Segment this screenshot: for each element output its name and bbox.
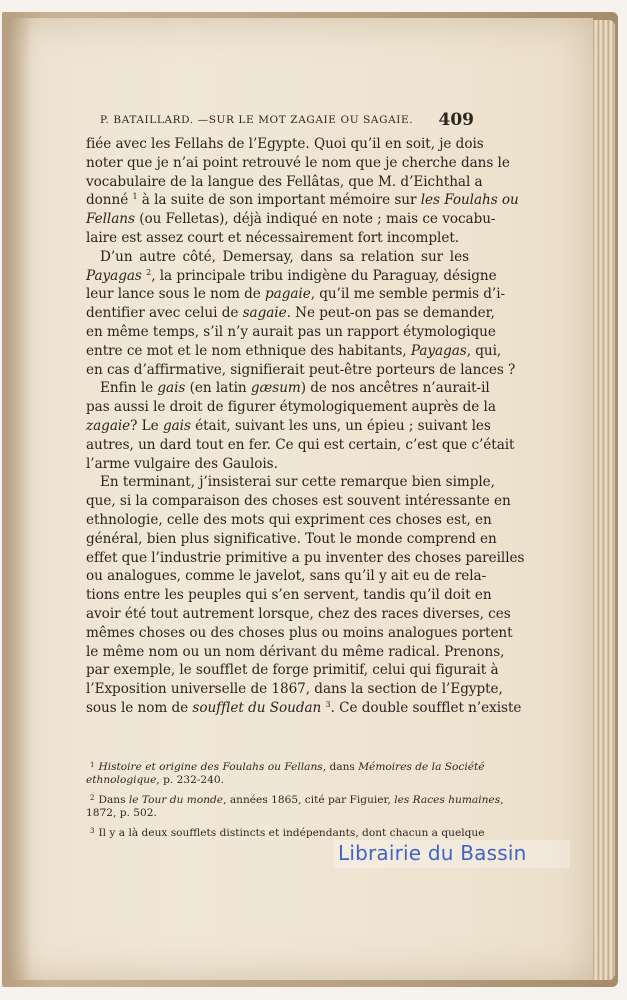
text-run: , p. 232-240. (156, 774, 225, 786)
footnote-line (86, 773, 474, 788)
footnote (86, 791, 504, 821)
text-run: effet que l’industrie primitive a pu inventer des choses pareilles (86, 549, 525, 566)
italic-text: le Tour du monde (128, 794, 224, 806)
text-run: , dans (322, 761, 359, 773)
body-text (86, 135, 525, 718)
text-run: 1872, p. 502. (86, 807, 157, 819)
text-run: . Ne peut-on pas se demander, (286, 305, 495, 322)
italic-text: Payagas (410, 342, 467, 359)
paragraph (86, 248, 516, 380)
text-line (86, 661, 499, 680)
text-run: entre ce mot et le nom ethnique des habitants, (86, 342, 411, 359)
text-line (86, 229, 469, 248)
text-run: , qu’il me semble permis d’i- (310, 286, 506, 303)
text-run: par exemple, le soufflet de forge primitif, celui qui figurait à (86, 662, 499, 679)
text-run: général, bien plus significative. Tout le monde comprend en (86, 530, 497, 547)
italic-text: les Races humaines (394, 794, 501, 806)
italic-text: soufflet du Soudan (192, 699, 322, 716)
text-line (86, 549, 525, 568)
text-run: à la suite de son important mémoire sur (137, 192, 421, 209)
text-line (86, 624, 513, 643)
italic-text: Payagas (86, 267, 142, 284)
text-run: ? Le (130, 417, 163, 434)
italic-text: gais (157, 380, 186, 397)
text-line (86, 605, 511, 624)
italic-text: les Foulahs ou (420, 192, 519, 209)
footnote-line (86, 791, 504, 806)
text-run: était, suivant les uns, un épieu ; suivant les (190, 417, 491, 434)
italic-text: Mémoires de la Société (358, 761, 485, 773)
page-header (78, 110, 474, 130)
text-line (86, 699, 522, 718)
watermark: Librairie du Bassin (338, 841, 527, 865)
text-run: avoir été tout autrement lorsque, chez des races diverses, ces (86, 605, 511, 622)
text-line (86, 285, 506, 304)
text-line (86, 586, 492, 605)
text-run: , qui, (466, 342, 502, 359)
text-run: ou analogues, comme le javelot, sans qu’il y ait eu de rela- (86, 568, 487, 585)
text-line (86, 173, 483, 192)
footnotes (86, 758, 504, 842)
text-run: Dans (98, 794, 129, 806)
italic-text: gæsum (250, 380, 301, 397)
italic-text: zagaie (86, 417, 131, 434)
text-run: l’arme vulgaire des Gaulois. (86, 455, 278, 472)
footnote-ref: 2 (146, 267, 152, 277)
paragraph (86, 379, 515, 473)
text-run: leur lance sous le nom de (86, 286, 265, 303)
text-line (86, 267, 497, 286)
text-line (86, 492, 511, 511)
text-line (86, 398, 496, 417)
italic-text: ethnologique (86, 774, 157, 786)
text-run: ) de nos ancêtres n’aurait-il (300, 380, 490, 397)
text-line (86, 417, 491, 436)
text-run: tions entre les peuples qui s’en servent, tandis qu’il doit en (86, 587, 492, 604)
footnote-ref: 3 (325, 699, 331, 709)
gutter-shadow (8, 18, 32, 980)
text-line (86, 135, 484, 154)
paragraph (86, 473, 525, 717)
text-run: vocabulaire de la langue des Fellâtas, que M. d’Eichthal a (86, 173, 483, 190)
text-line (86, 191, 519, 210)
text-run: le même nom ou un nom dérivant du même radical. Prenons, (86, 643, 505, 660)
text-line (86, 210, 496, 229)
footnote-line (86, 824, 485, 839)
text-line (86, 379, 490, 398)
footnote (86, 824, 485, 839)
footnote-ref: 1 (132, 192, 138, 202)
text-run: (ou Felletas), déjà indiqué en note ; mais ce vocabu- (134, 211, 496, 228)
footnote-line (86, 758, 485, 773)
text-run: autres, un dard tout en fer. Ce qui est certain, c’est que c’était (86, 436, 515, 453)
text-run: sous le nom de (86, 699, 193, 716)
text-line (86, 304, 495, 323)
text-run: dentifier avec celui de (86, 305, 243, 322)
text-run: en cas d’affirmative, signifierait peut-être porteurs de lances ? (86, 361, 516, 378)
footnote-number: 2 (90, 794, 95, 802)
text-line (86, 323, 496, 342)
text-run: mêmes choses ou des choses plus ou moins analogues portent (86, 624, 513, 641)
text-line (86, 530, 497, 549)
italic-text: Histoire et origine des Foulahs ou Fellans (98, 761, 323, 773)
text-line (86, 342, 502, 361)
footnote-number: 1 (90, 761, 95, 769)
text-run: donné (86, 192, 133, 209)
text-run: que, si la comparaison des choses est souvent intéressante en (86, 493, 511, 510)
text-line (86, 680, 503, 699)
text-run: , années 1865, cité par Figuier, (223, 794, 395, 806)
text-run: l’Exposition universelle de 1867, dans la section de l’Egypte, (86, 681, 503, 698)
footnote-line (86, 806, 474, 821)
text-run: (en latin (185, 380, 251, 397)
text-line (86, 248, 469, 267)
page-number: 409 (438, 110, 474, 130)
text-line (86, 361, 516, 380)
text-run: Enfin le (100, 380, 158, 397)
text-run: pas aussi le droit de figurer étymologiquement auprès de la (86, 399, 496, 416)
text-run: fiée avec les Fellahs de l’Egypte. Quoi qu’il en soit, je dois (86, 136, 484, 152)
text-run: , (500, 794, 504, 806)
italic-text: gais (162, 417, 191, 434)
italic-text: pagaie (265, 286, 311, 303)
text-run: , la principale tribu indigène du Paraguay, désigne (151, 267, 497, 284)
text-run: noter que je n’ai point retrouvé le nom que je cherche dans le (86, 154, 510, 171)
text-line (86, 436, 515, 455)
running-title: P. BATAILLARD. —SUR LE MOT ZAGAIE OU SAGAIE. (100, 114, 414, 126)
text-line (86, 567, 487, 586)
italic-text: sagaie (242, 305, 287, 322)
text-run: en même temps, s’il n’y aurait pas un rapport étymologique (86, 323, 496, 340)
text-line (86, 643, 505, 662)
text-run: laire est assez court et nécessairement fort incomplet. (86, 229, 460, 246)
text-run: D’un autre côté, Demersay, dans sa relation sur les (100, 248, 469, 265)
text-line (86, 455, 469, 474)
text-run: ethnologie, celle des mots qui expriment ces choses est, en (86, 511, 492, 528)
italic-text: Fellans (86, 211, 135, 228)
paragraph (86, 135, 519, 248)
text-run: Il y a là deux soufflets distincts et indépendants, dont chacun a quelque (98, 827, 485, 839)
text-line (86, 154, 510, 173)
footnote (86, 758, 485, 788)
text-run: . Ce double soufflet n’existe (330, 699, 522, 716)
footnote-number: 3 (90, 827, 95, 835)
text-line (86, 511, 492, 530)
text-run: En terminant, j’insisterai sur cette remarque bien simple, (100, 474, 495, 491)
text-line (86, 473, 495, 492)
